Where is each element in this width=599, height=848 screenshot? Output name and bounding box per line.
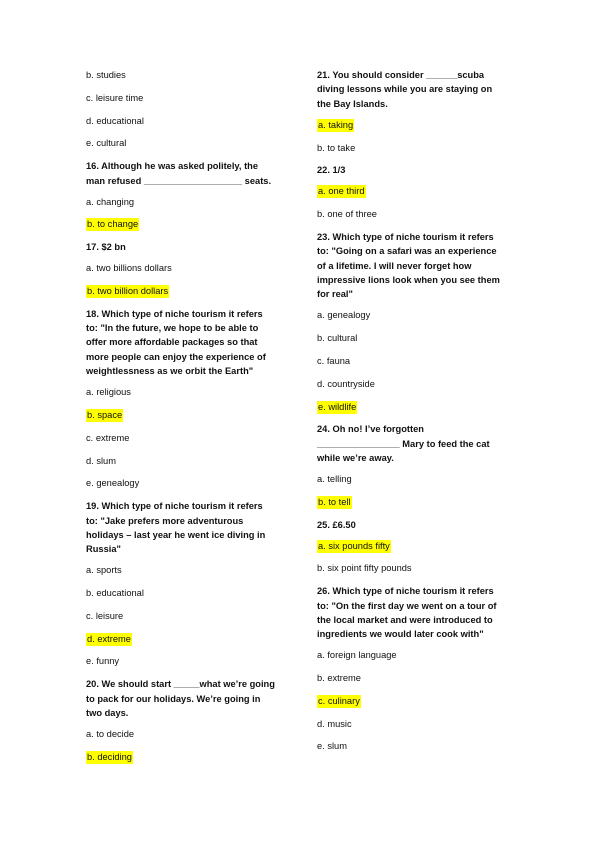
answer-option-highlighted [86, 284, 298, 298]
question-text [86, 159, 298, 188]
answer-option [317, 739, 529, 753]
question-text [317, 422, 529, 465]
question-line: to pack for our holidays. We’re going in [86, 693, 261, 704]
option-text: a. one third [318, 186, 365, 197]
question-line: to: "Going on a safari was an experience [317, 246, 497, 257]
option-text: a. genealogy [317, 310, 371, 321]
question-line: to: "In the future, we hope to be able to [86, 323, 259, 333]
question-line: 22. 1/3 [317, 165, 346, 176]
answer-option [317, 671, 529, 685]
option-text: a. taking [318, 119, 354, 130]
option-text: a. telling [317, 474, 352, 485]
option-text: d. music [317, 718, 352, 729]
question-text [86, 499, 298, 557]
option-text: b. two billion dollars [87, 285, 169, 296]
question-line: to: "Jake prefers more adventurous [86, 515, 244, 526]
answer-option [317, 207, 529, 221]
right-column [317, 68, 529, 762]
question-line: 26. Which type of niche tourism it refers [317, 586, 494, 597]
question-line: 20. We should start _____what we’re going [86, 679, 275, 690]
option-text: a. six pounds fifty [318, 540, 390, 551]
option-text: d. countryside [317, 378, 375, 389]
option-text: d. slum [86, 455, 116, 466]
question-line: the local market and were introduced to [317, 614, 493, 625]
answer-option [317, 561, 529, 575]
option-text: b. one of three [317, 209, 377, 220]
option-text: b. space [87, 409, 123, 420]
question-line: 18. Which type of niche tourism it refers [86, 308, 263, 319]
option-text: c. culinary [318, 695, 360, 706]
option-text: c. leisure time [86, 92, 144, 103]
answer-option-highlighted [317, 400, 529, 414]
question-line: 24. Oh no! I’ve forgotten [317, 424, 424, 435]
question-text [86, 307, 298, 379]
question-text [317, 518, 529, 532]
option-text: c. leisure [86, 610, 124, 621]
option-text: a. religious [86, 387, 131, 398]
option-text: a. foreign language [317, 650, 397, 661]
question-line: while we’re away. [317, 453, 394, 464]
question-text [86, 677, 298, 720]
question-text [317, 584, 529, 642]
answer-option [86, 431, 298, 445]
question-line: 25. £6.50 [317, 519, 356, 530]
left-column [86, 68, 298, 773]
answer-option-highlighted [86, 408, 298, 422]
option-text: b. extreme [317, 673, 361, 684]
answer-option [317, 472, 529, 486]
question-text [317, 163, 529, 177]
answer-option [317, 308, 529, 322]
answer-option [317, 354, 529, 368]
option-text: b. studies [86, 70, 126, 80]
option-text: d. educational [86, 115, 144, 126]
answer-option-highlighted [317, 184, 529, 198]
question-line: 17. $2 bn [86, 242, 126, 253]
option-text: c. fauna [317, 355, 351, 366]
question-line: holidays – last year he went ice diving in [86, 529, 266, 540]
answer-option [86, 563, 298, 577]
question-line: to: "On the first day we went on a tour of [317, 600, 497, 611]
answer-option [86, 136, 298, 150]
option-text: b. to take [317, 142, 356, 153]
question-line: more people can enjoy the experience of [86, 351, 266, 362]
question-text [86, 240, 298, 254]
question-line: offer more affordable packages so that [86, 337, 258, 348]
answer-option-highlighted [317, 495, 529, 509]
option-text: a. sports [86, 565, 122, 576]
question-line: of a lifetime. I will never forget how [317, 260, 472, 271]
question-line: ________________ Mary to feed the cat [317, 438, 490, 449]
answer-option [86, 385, 298, 399]
answer-option [86, 68, 298, 82]
question-line: the Bay Islands. [317, 98, 388, 109]
answer-option [86, 91, 298, 105]
answer-option [86, 609, 298, 623]
answer-option [317, 141, 529, 155]
answer-option-highlighted [317, 694, 529, 708]
answer-option [317, 377, 529, 391]
option-text: b. six point fifty pounds [317, 563, 412, 574]
question-line: 23. Which type of niche tourism it refers [317, 231, 494, 242]
question-line: diving lessons while you are staying on [317, 84, 493, 95]
question-line: weightlessness as we orbit the Earth" [86, 366, 254, 377]
answer-option [86, 727, 298, 741]
question-line: 19. Which type of niche tourism it refers [86, 501, 263, 512]
question-text [317, 68, 529, 111]
question-line: Russia" [86, 544, 121, 555]
option-text: b. educational [86, 588, 144, 599]
option-text: e. genealogy [86, 478, 140, 489]
option-text: b. to tell [318, 496, 351, 507]
option-text: b. to change [87, 219, 139, 230]
question-line: 21. You should consider ______scuba [317, 70, 485, 80]
answer-option [86, 586, 298, 600]
answer-option-highlighted [317, 118, 529, 132]
question-line: ingredients we would later cook with" [317, 629, 484, 640]
answer-option-highlighted [86, 217, 298, 231]
answer-option [86, 114, 298, 128]
answer-option [317, 648, 529, 662]
answer-option-highlighted [317, 539, 529, 553]
option-text: e. slum [317, 741, 347, 752]
option-text: d. extreme [87, 633, 131, 644]
answer-option [317, 331, 529, 345]
option-text: b. deciding [87, 751, 132, 762]
answer-option [86, 195, 298, 209]
question-line: two days. [86, 708, 129, 719]
question-line: man refused ___________________ seats. [86, 175, 272, 186]
answer-option-highlighted [86, 632, 298, 646]
question-text [317, 230, 529, 302]
option-text: e. funny [86, 656, 120, 667]
option-text: a. two billions dollars [86, 263, 172, 273]
answer-option [86, 476, 298, 490]
option-text: b. cultural [317, 333, 358, 344]
option-text: e. wildlife [318, 401, 357, 412]
answer-option [317, 717, 529, 731]
question-line: impressive lions look when you see them [317, 275, 500, 286]
option-text: a. changing [86, 196, 135, 207]
option-text: e. cultural [86, 138, 127, 149]
option-text: a. to decide [86, 728, 135, 739]
answer-option [86, 454, 298, 468]
answer-option [86, 654, 298, 668]
question-line: for real" [317, 289, 353, 300]
answer-option [86, 261, 298, 275]
answer-option-highlighted [86, 750, 298, 764]
question-line: 16. Although he was asked politely, the [86, 161, 259, 172]
option-text: c. extreme [86, 432, 130, 443]
